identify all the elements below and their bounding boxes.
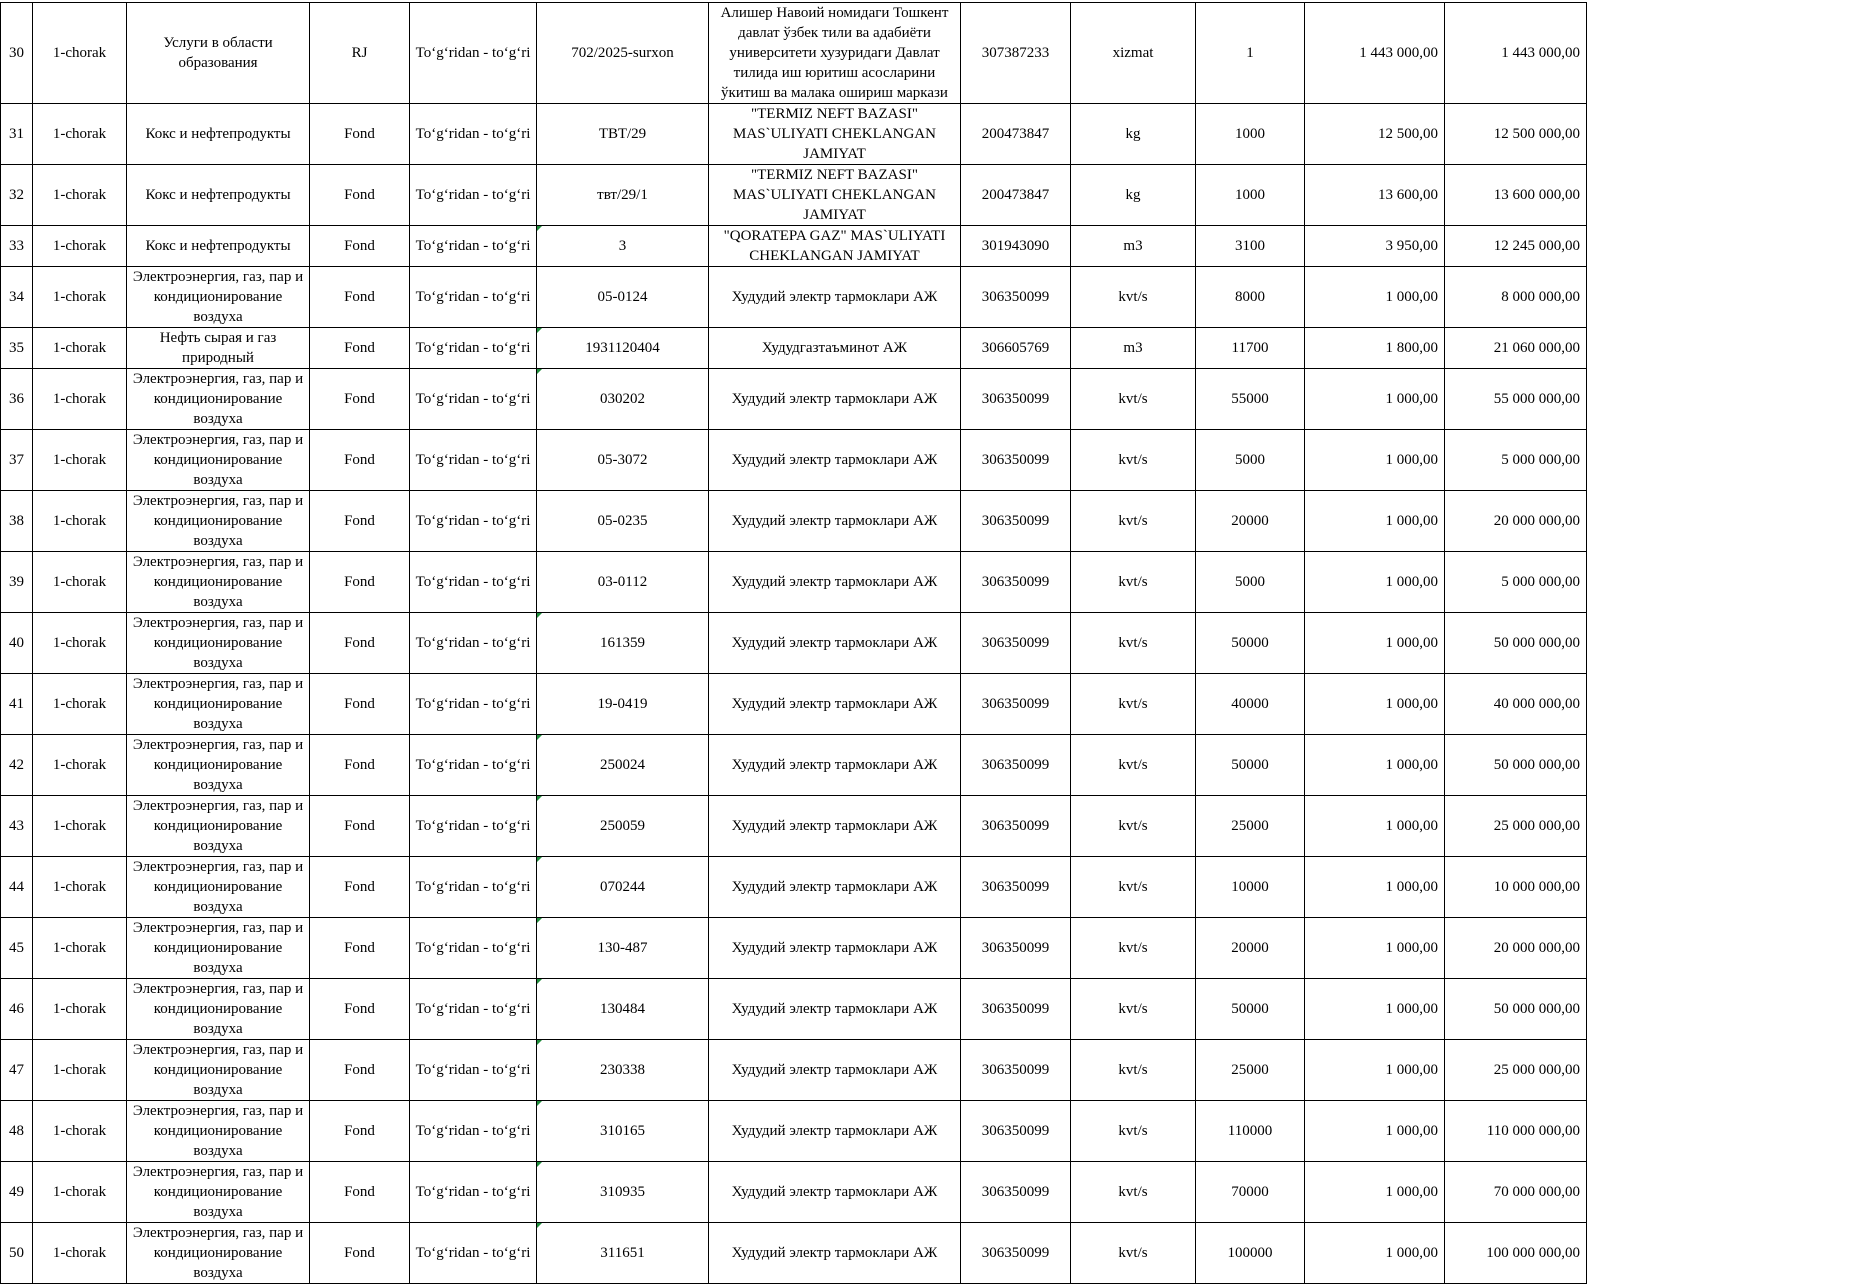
cell-row-number[interactable]: 35 bbox=[1, 328, 33, 369]
cell-contract-number[interactable]: 161359 bbox=[537, 613, 709, 674]
cell-unit[interactable]: kvt/s bbox=[1071, 918, 1196, 979]
table-row bbox=[1, 369, 1587, 430]
cell-category[interactable]: Электроэнергия, газ, пар и кондиционирование воздуха bbox=[127, 1162, 310, 1223]
cell-inn[interactable]: 306350099 bbox=[961, 430, 1071, 491]
cell-funding-source[interactable]: Fond bbox=[310, 1040, 410, 1101]
cell-supplier[interactable]: Худудий электр тармоклари АЖ bbox=[709, 918, 961, 979]
cell-contract-number[interactable]: 250024 bbox=[537, 735, 709, 796]
cell-row-number[interactable]: 38 bbox=[1, 491, 33, 552]
cell-quantity[interactable]: 1000 bbox=[1196, 104, 1305, 165]
cell-supplier[interactable]: "TERMIZ NEFT BAZASI" MAS`ULIYATI CHEKLANGAN JAMIYAT bbox=[709, 104, 961, 165]
cell-total[interactable]: 25 000 000,00 bbox=[1445, 796, 1587, 857]
cell-category[interactable]: Электроэнергия, газ, пар и кондиционирование воздуха bbox=[127, 674, 310, 735]
cell-price[interactable]: 1 000,00 bbox=[1305, 1040, 1445, 1101]
cell-quarter[interactable]: 1-chorak bbox=[33, 796, 127, 857]
cell-quarter[interactable]: 1-chorak bbox=[33, 491, 127, 552]
cell-supplier[interactable]: Худудий электр тармоклари АЖ bbox=[709, 1040, 961, 1101]
cell-procurement-method[interactable]: To‘g‘ridan - to‘g‘ri bbox=[410, 1040, 537, 1101]
cell-funding-source[interactable]: Fond bbox=[310, 796, 410, 857]
cell-funding-source[interactable]: Fond bbox=[310, 979, 410, 1040]
cell-unit[interactable]: kvt/s bbox=[1071, 1223, 1196, 1284]
cell-total[interactable]: 55 000 000,00 bbox=[1445, 369, 1587, 430]
cell-price[interactable]: 1 443 000,00 bbox=[1305, 3, 1445, 104]
cell-supplier[interactable]: Худудий электр тармоклари АЖ bbox=[709, 613, 961, 674]
cell-price[interactable]: 1 000,00 bbox=[1305, 1223, 1445, 1284]
cell-funding-source[interactable]: Fond bbox=[310, 1223, 410, 1284]
cell-row-number[interactable]: 33 bbox=[1, 226, 33, 267]
cell-funding-source[interactable]: Fond bbox=[310, 226, 410, 267]
cell-supplier[interactable]: Худудгазтаъминот АЖ bbox=[709, 328, 961, 369]
table-row bbox=[1, 1040, 1587, 1101]
cell-price[interactable]: 1 000,00 bbox=[1305, 369, 1445, 430]
cell-total[interactable]: 13 600 000,00 bbox=[1445, 165, 1587, 226]
cell-supplier[interactable]: Худудий электр тармоклари АЖ bbox=[709, 796, 961, 857]
cell-quantity[interactable]: 5000 bbox=[1196, 430, 1305, 491]
table-row bbox=[1, 613, 1587, 674]
cell-total[interactable]: 50 000 000,00 bbox=[1445, 613, 1587, 674]
cell-inn[interactable]: 200473847 bbox=[961, 104, 1071, 165]
cell-supplier[interactable]: Худудий электр тармоклари АЖ bbox=[709, 674, 961, 735]
cell-category[interactable]: Услуги в области образования bbox=[127, 3, 310, 104]
cell-funding-source[interactable]: Fond bbox=[310, 1101, 410, 1162]
cell-quarter[interactable]: 1-chorak bbox=[33, 165, 127, 226]
cell-quarter[interactable]: 1-chorak bbox=[33, 267, 127, 328]
cell-supplier[interactable]: Худудий электр тармоклари АЖ bbox=[709, 1162, 961, 1223]
cell-inn[interactable]: 306350099 bbox=[961, 857, 1071, 918]
table-row bbox=[1, 979, 1587, 1040]
cell-row-number[interactable]: 44 bbox=[1, 857, 33, 918]
table-row bbox=[1, 104, 1587, 165]
cell-unit[interactable]: kg bbox=[1071, 104, 1196, 165]
cell-category[interactable]: Электроэнергия, газ, пар и кондиционирование воздуха bbox=[127, 613, 310, 674]
cell-category[interactable]: Электроэнергия, газ, пар и кондиционирование воздуха bbox=[127, 796, 310, 857]
cell-inn[interactable]: 306350099 bbox=[961, 979, 1071, 1040]
cell-contract-number[interactable]: 03-0112 bbox=[537, 552, 709, 613]
cell-quantity[interactable]: 8000 bbox=[1196, 267, 1305, 328]
cell-contract-number[interactable]: 130484 bbox=[537, 979, 709, 1040]
table-row bbox=[1, 735, 1587, 796]
cell-quantity[interactable]: 1000 bbox=[1196, 165, 1305, 226]
cell-quantity[interactable]: 50000 bbox=[1196, 735, 1305, 796]
cell-procurement-method[interactable]: To‘g‘ridan - to‘g‘ri bbox=[410, 979, 537, 1040]
cell-inn[interactable]: 306605769 bbox=[961, 328, 1071, 369]
cell-quarter[interactable]: 1-chorak bbox=[33, 918, 127, 979]
table-row bbox=[1, 918, 1587, 979]
cell-unit[interactable]: kvt/s bbox=[1071, 735, 1196, 796]
cell-category[interactable]: Кокс и нефтепродукты bbox=[127, 104, 310, 165]
cell-contract-number[interactable]: твт/29/1 bbox=[537, 165, 709, 226]
cell-procurement-method[interactable]: To‘g‘ridan - to‘g‘ri bbox=[410, 369, 537, 430]
cell-row-number[interactable]: 30 bbox=[1, 3, 33, 104]
cell-funding-source[interactable]: Fond bbox=[310, 491, 410, 552]
cell-price[interactable]: 13 600,00 bbox=[1305, 165, 1445, 226]
cell-quantity[interactable]: 1 bbox=[1196, 3, 1305, 104]
cell-inn[interactable]: 306350099 bbox=[961, 1101, 1071, 1162]
cell-quantity[interactable]: 25000 bbox=[1196, 796, 1305, 857]
cell-contract-number[interactable]: 030202 bbox=[537, 369, 709, 430]
cell-quantity[interactable]: 100000 bbox=[1196, 1223, 1305, 1284]
cell-funding-source[interactable]: Fond bbox=[310, 369, 410, 430]
cell-row-number[interactable]: 36 bbox=[1, 369, 33, 430]
cell-price[interactable]: 1 000,00 bbox=[1305, 430, 1445, 491]
cell-contract-number[interactable]: 1931120404 bbox=[537, 328, 709, 369]
cell-procurement-method[interactable]: To‘g‘ridan - to‘g‘ri bbox=[410, 857, 537, 918]
cell-unit[interactable]: xizmat bbox=[1071, 3, 1196, 104]
cell-inn[interactable]: 306350099 bbox=[961, 267, 1071, 328]
cell-unit[interactable]: kvt/s bbox=[1071, 491, 1196, 552]
cell-contract-number[interactable]: 05-0235 bbox=[537, 491, 709, 552]
cell-unit[interactable]: kg bbox=[1071, 165, 1196, 226]
cell-price[interactable]: 1 000,00 bbox=[1305, 267, 1445, 328]
cell-funding-source[interactable]: Fond bbox=[310, 328, 410, 369]
cell-total[interactable]: 50 000 000,00 bbox=[1445, 735, 1587, 796]
cell-price[interactable]: 1 000,00 bbox=[1305, 918, 1445, 979]
cell-row-number[interactable]: 31 bbox=[1, 104, 33, 165]
cell-total[interactable]: 5 000 000,00 bbox=[1445, 552, 1587, 613]
cell-unit[interactable]: kvt/s bbox=[1071, 1101, 1196, 1162]
cell-total[interactable]: 8 000 000,00 bbox=[1445, 267, 1587, 328]
cell-inn[interactable]: 306350099 bbox=[961, 1040, 1071, 1101]
cell-price[interactable]: 1 000,00 bbox=[1305, 857, 1445, 918]
table-row bbox=[1, 226, 1587, 267]
cell-procurement-method[interactable]: To‘g‘ridan - to‘g‘ri bbox=[410, 3, 537, 104]
cell-quantity[interactable]: 55000 bbox=[1196, 369, 1305, 430]
cell-unit[interactable]: kvt/s bbox=[1071, 430, 1196, 491]
cell-contract-number[interactable]: 070244 bbox=[537, 857, 709, 918]
table-row bbox=[1, 491, 1587, 552]
cell-procurement-method[interactable]: To‘g‘ridan - to‘g‘ri bbox=[410, 491, 537, 552]
cell-inn[interactable]: 306350099 bbox=[961, 796, 1071, 857]
cell-unit[interactable]: kvt/s bbox=[1071, 857, 1196, 918]
cell-quarter[interactable]: 1-chorak bbox=[33, 1223, 127, 1284]
cell-category[interactable]: Электроэнергия, газ, пар и кондиционирование воздуха bbox=[127, 857, 310, 918]
cell-quarter[interactable]: 1-chorak bbox=[33, 1040, 127, 1101]
cell-unit[interactable]: kvt/s bbox=[1071, 552, 1196, 613]
cell-contract-number[interactable]: 05-3072 bbox=[537, 430, 709, 491]
cell-inn[interactable]: 306350099 bbox=[961, 918, 1071, 979]
cell-procurement-method[interactable]: To‘g‘ridan - to‘g‘ri bbox=[410, 552, 537, 613]
cell-inn[interactable]: 200473847 bbox=[961, 165, 1071, 226]
cell-quarter[interactable]: 1-chorak bbox=[33, 613, 127, 674]
cell-funding-source[interactable]: Fond bbox=[310, 267, 410, 328]
cell-inn[interactable]: 307387233 bbox=[961, 3, 1071, 104]
cell-quantity[interactable]: 25000 bbox=[1196, 1040, 1305, 1101]
cell-supplier[interactable]: Худудий электр тармоклари АЖ bbox=[709, 369, 961, 430]
cell-row-number[interactable]: 34 bbox=[1, 267, 33, 328]
cell-category[interactable]: Кокс и нефтепродукты bbox=[127, 226, 310, 267]
cell-funding-source[interactable]: Fond bbox=[310, 165, 410, 226]
cell-row-number[interactable]: 46 bbox=[1, 979, 33, 1040]
cell-quantity[interactable]: 5000 bbox=[1196, 552, 1305, 613]
cell-unit[interactable]: m3 bbox=[1071, 328, 1196, 369]
cell-quarter[interactable]: 1-chorak bbox=[33, 674, 127, 735]
cell-row-number[interactable]: 50 bbox=[1, 1223, 33, 1284]
cell-total[interactable]: 20 000 000,00 bbox=[1445, 918, 1587, 979]
cell-inn[interactable]: 306350099 bbox=[961, 674, 1071, 735]
cell-price[interactable]: 1 000,00 bbox=[1305, 613, 1445, 674]
cell-quarter[interactable]: 1-chorak bbox=[33, 104, 127, 165]
cell-supplier[interactable]: Худудий электр тармоклари АЖ bbox=[709, 735, 961, 796]
cell-procurement-method[interactable]: To‘g‘ridan - to‘g‘ri bbox=[410, 104, 537, 165]
cell-inn[interactable]: 306350099 bbox=[961, 613, 1071, 674]
cell-funding-source[interactable]: Fond bbox=[310, 613, 410, 674]
cell-procurement-method[interactable]: To‘g‘ridan - to‘g‘ri bbox=[410, 328, 537, 369]
cell-unit[interactable]: kvt/s bbox=[1071, 267, 1196, 328]
cell-quantity[interactable]: 40000 bbox=[1196, 674, 1305, 735]
cell-quantity[interactable]: 10000 bbox=[1196, 857, 1305, 918]
cell-contract-number[interactable]: 250059 bbox=[537, 796, 709, 857]
cell-contract-number[interactable]: 19-0419 bbox=[537, 674, 709, 735]
cell-supplier[interactable]: Худудий электр тармоклари АЖ bbox=[709, 979, 961, 1040]
cell-row-number[interactable]: 41 bbox=[1, 674, 33, 735]
procurement-table bbox=[0, 2, 1587, 1284]
cell-row-number[interactable]: 39 bbox=[1, 552, 33, 613]
cell-quantity[interactable]: 20000 bbox=[1196, 491, 1305, 552]
cell-unit[interactable]: kvt/s bbox=[1071, 613, 1196, 674]
cell-procurement-method[interactable]: To‘g‘ridan - to‘g‘ri bbox=[410, 1101, 537, 1162]
cell-quarter[interactable]: 1-chorak bbox=[33, 857, 127, 918]
cell-row-number[interactable]: 48 bbox=[1, 1101, 33, 1162]
cell-category[interactable]: Электроэнергия, газ, пар и кондиционирование воздуха bbox=[127, 979, 310, 1040]
table-row bbox=[1, 1223, 1587, 1284]
cell-quarter[interactable]: 1-chorak bbox=[33, 430, 127, 491]
cell-procurement-method[interactable]: To‘g‘ridan - to‘g‘ri bbox=[410, 613, 537, 674]
cell-category[interactable]: Электроэнергия, газ, пар и кондиционирование воздуха bbox=[127, 267, 310, 328]
cell-quantity[interactable]: 50000 bbox=[1196, 979, 1305, 1040]
cell-price[interactable]: 1 000,00 bbox=[1305, 552, 1445, 613]
cell-contract-number[interactable]: ТВТ/29 bbox=[537, 104, 709, 165]
table-row bbox=[1, 1162, 1587, 1223]
cell-funding-source[interactable]: Fond bbox=[310, 1162, 410, 1223]
cell-inn[interactable]: 306350099 bbox=[961, 491, 1071, 552]
cell-quantity[interactable]: 50000 bbox=[1196, 613, 1305, 674]
table-row bbox=[1, 1101, 1587, 1162]
cell-quantity[interactable]: 20000 bbox=[1196, 918, 1305, 979]
cell-funding-source[interactable]: RJ bbox=[310, 3, 410, 104]
cell-category[interactable]: Электроэнергия, газ, пар и кондиционирование воздуха bbox=[127, 918, 310, 979]
cell-contract-number[interactable]: 3 bbox=[537, 226, 709, 267]
cell-price[interactable]: 3 950,00 bbox=[1305, 226, 1445, 267]
cell-funding-source[interactable]: Fond bbox=[310, 104, 410, 165]
cell-funding-source[interactable]: Fond bbox=[310, 552, 410, 613]
cell-category[interactable]: Кокс и нефтепродукты bbox=[127, 165, 310, 226]
cell-row-number[interactable]: 40 bbox=[1, 613, 33, 674]
cell-funding-source[interactable]: Fond bbox=[310, 735, 410, 796]
cell-total[interactable]: 5 000 000,00 bbox=[1445, 430, 1587, 491]
cell-unit[interactable]: kvt/s bbox=[1071, 1162, 1196, 1223]
cell-total[interactable]: 10 000 000,00 bbox=[1445, 857, 1587, 918]
cell-quarter[interactable]: 1-chorak bbox=[33, 1101, 127, 1162]
cell-total[interactable]: 12 500 000,00 bbox=[1445, 104, 1587, 165]
cell-unit[interactable]: kvt/s bbox=[1071, 674, 1196, 735]
cell-quarter[interactable]: 1-chorak bbox=[33, 735, 127, 796]
cell-category[interactable]: Электроэнергия, газ, пар и кондиционирование воздуха bbox=[127, 1223, 310, 1284]
cell-procurement-method[interactable]: To‘g‘ridan - to‘g‘ri bbox=[410, 267, 537, 328]
cell-category[interactable]: Электроэнергия, газ, пар и кондиционирование воздуха bbox=[127, 491, 310, 552]
cell-row-number[interactable]: 32 bbox=[1, 165, 33, 226]
cell-quantity[interactable]: 110000 bbox=[1196, 1101, 1305, 1162]
cell-inn[interactable]: 306350099 bbox=[961, 735, 1071, 796]
cell-category[interactable]: Электроэнергия, газ, пар и кондиционирование воздуха bbox=[127, 1101, 310, 1162]
cell-price[interactable]: 1 000,00 bbox=[1305, 1101, 1445, 1162]
cell-quarter[interactable]: 1-chorak bbox=[33, 3, 127, 104]
cell-funding-source[interactable]: Fond bbox=[310, 674, 410, 735]
cell-total[interactable]: 40 000 000,00 bbox=[1445, 674, 1587, 735]
cell-inn[interactable]: 301943090 bbox=[961, 226, 1071, 267]
cell-price[interactable]: 12 500,00 bbox=[1305, 104, 1445, 165]
cell-unit[interactable]: m3 bbox=[1071, 226, 1196, 267]
table-row bbox=[1, 796, 1587, 857]
cell-row-number[interactable]: 37 bbox=[1, 430, 33, 491]
cell-price[interactable]: 1 000,00 bbox=[1305, 1162, 1445, 1223]
cell-total[interactable]: 50 000 000,00 bbox=[1445, 979, 1587, 1040]
cell-unit[interactable]: kvt/s bbox=[1071, 979, 1196, 1040]
cell-contract-number[interactable]: 311651 bbox=[537, 1223, 709, 1284]
cell-supplier[interactable]: Худудий электр тармоклари АЖ bbox=[709, 267, 961, 328]
cell-row-number[interactable]: 42 bbox=[1, 735, 33, 796]
table-row bbox=[1, 165, 1587, 226]
cell-inn[interactable]: 306350099 bbox=[961, 1223, 1071, 1284]
cell-total[interactable]: 1 443 000,00 bbox=[1445, 3, 1587, 104]
cell-category[interactable]: Электроэнергия, газ, пар и кондиционирование воздуха bbox=[127, 735, 310, 796]
cell-price[interactable]: 1 000,00 bbox=[1305, 491, 1445, 552]
cell-quarter[interactable]: 1-chorak bbox=[33, 979, 127, 1040]
cell-contract-number[interactable]: 230338 bbox=[537, 1040, 709, 1101]
cell-inn[interactable]: 306350099 bbox=[961, 1162, 1071, 1223]
cell-quarter[interactable]: 1-chorak bbox=[33, 226, 127, 267]
cell-funding-source[interactable]: Fond bbox=[310, 430, 410, 491]
cell-contract-number[interactable]: 130-487 bbox=[537, 918, 709, 979]
cell-category[interactable]: Электроэнергия, газ, пар и кондиционирование воздуха bbox=[127, 1040, 310, 1101]
table-row bbox=[1, 552, 1587, 613]
cell-quantity[interactable]: 3100 bbox=[1196, 226, 1305, 267]
table-row bbox=[1, 328, 1587, 369]
cell-total[interactable]: 100 000 000,00 bbox=[1445, 1223, 1587, 1284]
cell-quarter[interactable]: 1-chorak bbox=[33, 328, 127, 369]
cell-quantity[interactable]: 11700 bbox=[1196, 328, 1305, 369]
cell-supplier[interactable]: Алишер Навоий номидаги Тошкент давлат ўзбек тили ва адабиёти университети хузуридаги Давлат тилида иш юритиш асосларини ўкитиш ва малака ошириш маркази bbox=[709, 3, 961, 104]
cell-price[interactable]: 1 000,00 bbox=[1305, 796, 1445, 857]
cell-total[interactable]: 25 000 000,00 bbox=[1445, 1040, 1587, 1101]
cell-procurement-method[interactable]: To‘g‘ridan - to‘g‘ri bbox=[410, 796, 537, 857]
cell-supplier[interactable]: Худудий электр тармоклари АЖ bbox=[709, 857, 961, 918]
cell-price[interactable]: 1 000,00 bbox=[1305, 979, 1445, 1040]
cell-supplier[interactable]: "TERMIZ NEFT BAZASI" MAS`ULIYATI CHEKLANGAN JAMIYAT bbox=[709, 165, 961, 226]
table-row bbox=[1, 3, 1587, 104]
cell-supplier[interactable]: "QORATEPA GAZ" MAS`ULIYATI CHEKLANGAN JAMIYAT bbox=[709, 226, 961, 267]
cell-procurement-method[interactable]: To‘g‘ridan - to‘g‘ri bbox=[410, 430, 537, 491]
cell-supplier[interactable]: Худудий электр тармоклари АЖ bbox=[709, 491, 961, 552]
cell-unit[interactable]: kvt/s bbox=[1071, 1040, 1196, 1101]
cell-procurement-method[interactable]: To‘g‘ridan - to‘g‘ri bbox=[410, 226, 537, 267]
cell-unit[interactable]: kvt/s bbox=[1071, 369, 1196, 430]
cell-total[interactable]: 20 000 000,00 bbox=[1445, 491, 1587, 552]
cell-supplier[interactable]: Худудий электр тармоклари АЖ bbox=[709, 552, 961, 613]
cell-procurement-method[interactable]: To‘g‘ridan - to‘g‘ri bbox=[410, 918, 537, 979]
cell-procurement-method[interactable]: To‘g‘ridan - to‘g‘ri bbox=[410, 1162, 537, 1223]
cell-total[interactable]: 12 245 000,00 bbox=[1445, 226, 1587, 267]
cell-quarter[interactable]: 1-chorak bbox=[33, 552, 127, 613]
cell-contract-number[interactable]: 05-0124 bbox=[537, 267, 709, 328]
cell-category[interactable]: Электроэнергия, газ, пар и кондиционирование воздуха bbox=[127, 430, 310, 491]
table-row bbox=[1, 857, 1587, 918]
cell-contract-number[interactable]: 310165 bbox=[537, 1101, 709, 1162]
cell-unit[interactable]: kvt/s bbox=[1071, 796, 1196, 857]
cell-price[interactable]: 1 000,00 bbox=[1305, 674, 1445, 735]
cell-supplier[interactable]: Худудий электр тармоклари АЖ bbox=[709, 1223, 961, 1284]
cell-inn[interactable]: 306350099 bbox=[961, 369, 1071, 430]
cell-contract-number[interactable]: 310935 bbox=[537, 1162, 709, 1223]
cell-row-number[interactable]: 47 bbox=[1, 1040, 33, 1101]
cell-row-number[interactable]: 43 bbox=[1, 796, 33, 857]
cell-contract-number[interactable]: 702/2025-surxon bbox=[537, 3, 709, 104]
cell-price[interactable]: 1 800,00 bbox=[1305, 328, 1445, 369]
cell-category[interactable]: Нефть сырая и газ природный bbox=[127, 328, 310, 369]
cell-procurement-method[interactable]: To‘g‘ridan - to‘g‘ri bbox=[410, 674, 537, 735]
cell-total[interactable]: 70 000 000,00 bbox=[1445, 1162, 1587, 1223]
cell-row-number[interactable]: 49 bbox=[1, 1162, 33, 1223]
cell-price[interactable]: 1 000,00 bbox=[1305, 735, 1445, 796]
table-row bbox=[1, 430, 1587, 491]
cell-procurement-method[interactable]: To‘g‘ridan - to‘g‘ri bbox=[410, 165, 537, 226]
cell-funding-source[interactable]: Fond bbox=[310, 918, 410, 979]
cell-quarter[interactable]: 1-chorak bbox=[33, 1162, 127, 1223]
cell-inn[interactable]: 306350099 bbox=[961, 552, 1071, 613]
cell-row-number[interactable]: 45 bbox=[1, 918, 33, 979]
cell-quantity[interactable]: 70000 bbox=[1196, 1162, 1305, 1223]
cell-total[interactable]: 110 000 000,00 bbox=[1445, 1101, 1587, 1162]
cell-total[interactable]: 21 060 000,00 bbox=[1445, 328, 1587, 369]
cell-funding-source[interactable]: Fond bbox=[310, 857, 410, 918]
cell-procurement-method[interactable]: To‘g‘ridan - to‘g‘ri bbox=[410, 1223, 537, 1284]
cell-category[interactable]: Электроэнергия, газ, пар и кондиционирование воздуха bbox=[127, 552, 310, 613]
cell-procurement-method[interactable]: To‘g‘ridan - to‘g‘ri bbox=[410, 735, 537, 796]
cell-category[interactable]: Электроэнергия, газ, пар и кондиционирование воздуха bbox=[127, 369, 310, 430]
cell-quarter[interactable]: 1-chorak bbox=[33, 369, 127, 430]
cell-supplier[interactable]: Худудий электр тармоклари АЖ bbox=[709, 1101, 961, 1162]
table-row bbox=[1, 674, 1587, 735]
table-row bbox=[1, 267, 1587, 328]
cell-supplier[interactable]: Худудий электр тармоклари АЖ bbox=[709, 430, 961, 491]
